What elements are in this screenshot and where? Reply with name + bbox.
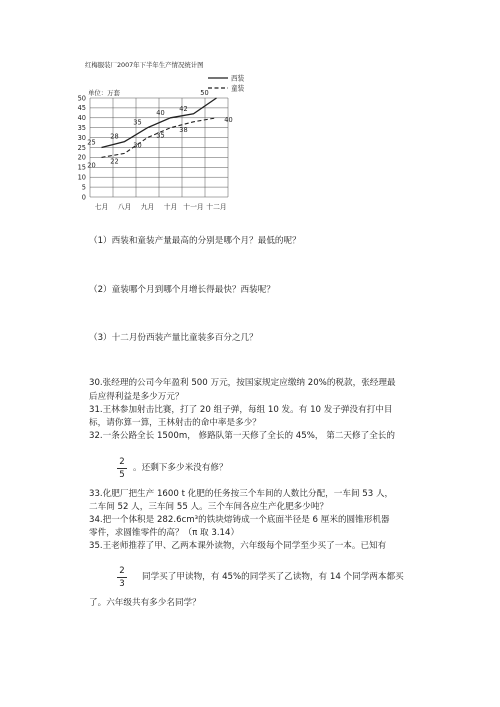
- problem-31-line-2: 标，请你算一算，王林射击的命中率是多少？: [89, 418, 261, 428]
- x-tick-label: 九月: [140, 203, 155, 211]
- question-3: （3）十二月份西装产量比童装多百分之几？: [89, 333, 258, 343]
- problem-34-line-1: 34.把一个体积是 282.6cm³的铁块熔铸成一个底面半径是 6 厘米的圆锥形机器: [89, 515, 390, 525]
- x-tick-label: 十二月: [206, 203, 227, 211]
- problem-32-line-1: 32.一条公路全长 1500m， 修路队第一天修了全长的 45%， 第二天修了全长的: [89, 431, 395, 441]
- fraction-denominator: 3: [119, 579, 125, 589]
- unit-label: 单位：万套: [88, 89, 120, 97]
- y-tick-label: 50: [77, 94, 86, 103]
- data-label: 25: [87, 138, 96, 147]
- problem-32-fraction: [117, 457, 127, 480]
- fraction-denominator: 5: [119, 470, 125, 480]
- x-tick-label: 七月: [94, 203, 109, 211]
- legend-label: 童装: [231, 84, 245, 93]
- y-tick-label: 45: [77, 104, 86, 113]
- problem-33-line-2: 二车间 52 人，三车间 55 人。三个车间各应生产化肥多少吨？: [89, 502, 329, 512]
- data-label: 22: [110, 157, 119, 166]
- problem-32-line-2: 。还剩下多少米没有修？: [133, 463, 228, 473]
- y-tick-label: 30: [77, 133, 86, 142]
- y-tick-label: 35: [77, 124, 86, 132]
- data-label: 35: [133, 118, 142, 127]
- data-label: 30: [133, 141, 142, 150]
- problem-31-line-1: 31.王林参加射击比赛，打了 20 组子弹，每组 10 发。有 10 发子弹没有打中目: [89, 405, 393, 415]
- data-label: 40: [224, 115, 233, 124]
- data-label: 42: [179, 104, 188, 113]
- x-tick-label: 八月: [117, 203, 132, 211]
- problem-35-line-1: 35.王老师推荐了甲、乙两本课外读物，六年级每个同学至少买了一本。已知有: [89, 541, 387, 551]
- data-label: 38: [179, 125, 188, 134]
- x-tick-label: 十月: [163, 203, 178, 211]
- x-tick-label: 十一月: [183, 203, 204, 211]
- legend-label: 西装: [231, 74, 245, 83]
- data-label: 28: [110, 132, 119, 141]
- y-tick-label: 10: [77, 173, 86, 182]
- problem-30-line-2: 后应得利益是多少万元？: [89, 392, 184, 402]
- line-chart: [60, 68, 260, 218]
- chart-title: 红梅服装厂2007年下半年生产情况统计图: [85, 61, 204, 69]
- problem-33-line-1: 33.化肥厂把生产 1600 t 化肥的任务按三个车间的人数比分配，一车间 53 人，: [89, 489, 394, 499]
- question-2: （2）童装哪个月到哪个月增长得最快？西装呢？: [89, 285, 275, 295]
- y-tick-label: 20: [77, 153, 86, 162]
- data-label: 50: [200, 89, 209, 97]
- y-tick-label: 25: [77, 143, 86, 152]
- data-label: 40: [156, 108, 165, 117]
- data-label: 20: [87, 161, 96, 170]
- problem-35-line-3: 了。六年级共有多少名同学？: [89, 598, 201, 608]
- fraction-numerator: 2: [119, 457, 125, 467]
- data-label: 35: [156, 131, 165, 140]
- question-1: （1）西装和童装产量最高的分别是哪个月？最低的呢？: [89, 236, 301, 246]
- problem-34-line-2: 零件，求圆锥零件的高？（π 取 3.14）: [89, 528, 240, 538]
- y-tick-label: 0: [81, 193, 86, 202]
- y-tick-label: 15: [77, 163, 86, 172]
- y-tick-label: 40: [77, 114, 86, 123]
- problem-35-fraction: [117, 566, 127, 589]
- problem-30-line-1: 30.张经理的公司今年盈利 500 万元，按国家规定应缴纳 20%的税款，张经理最: [89, 378, 396, 388]
- problem-35-line-2: 同学买了甲读物，有 45%的同学买了乙读物，有 14 个同学两本都买: [142, 572, 404, 582]
- fraction-numerator: 2: [119, 566, 125, 576]
- y-tick-label: 5: [81, 183, 86, 192]
